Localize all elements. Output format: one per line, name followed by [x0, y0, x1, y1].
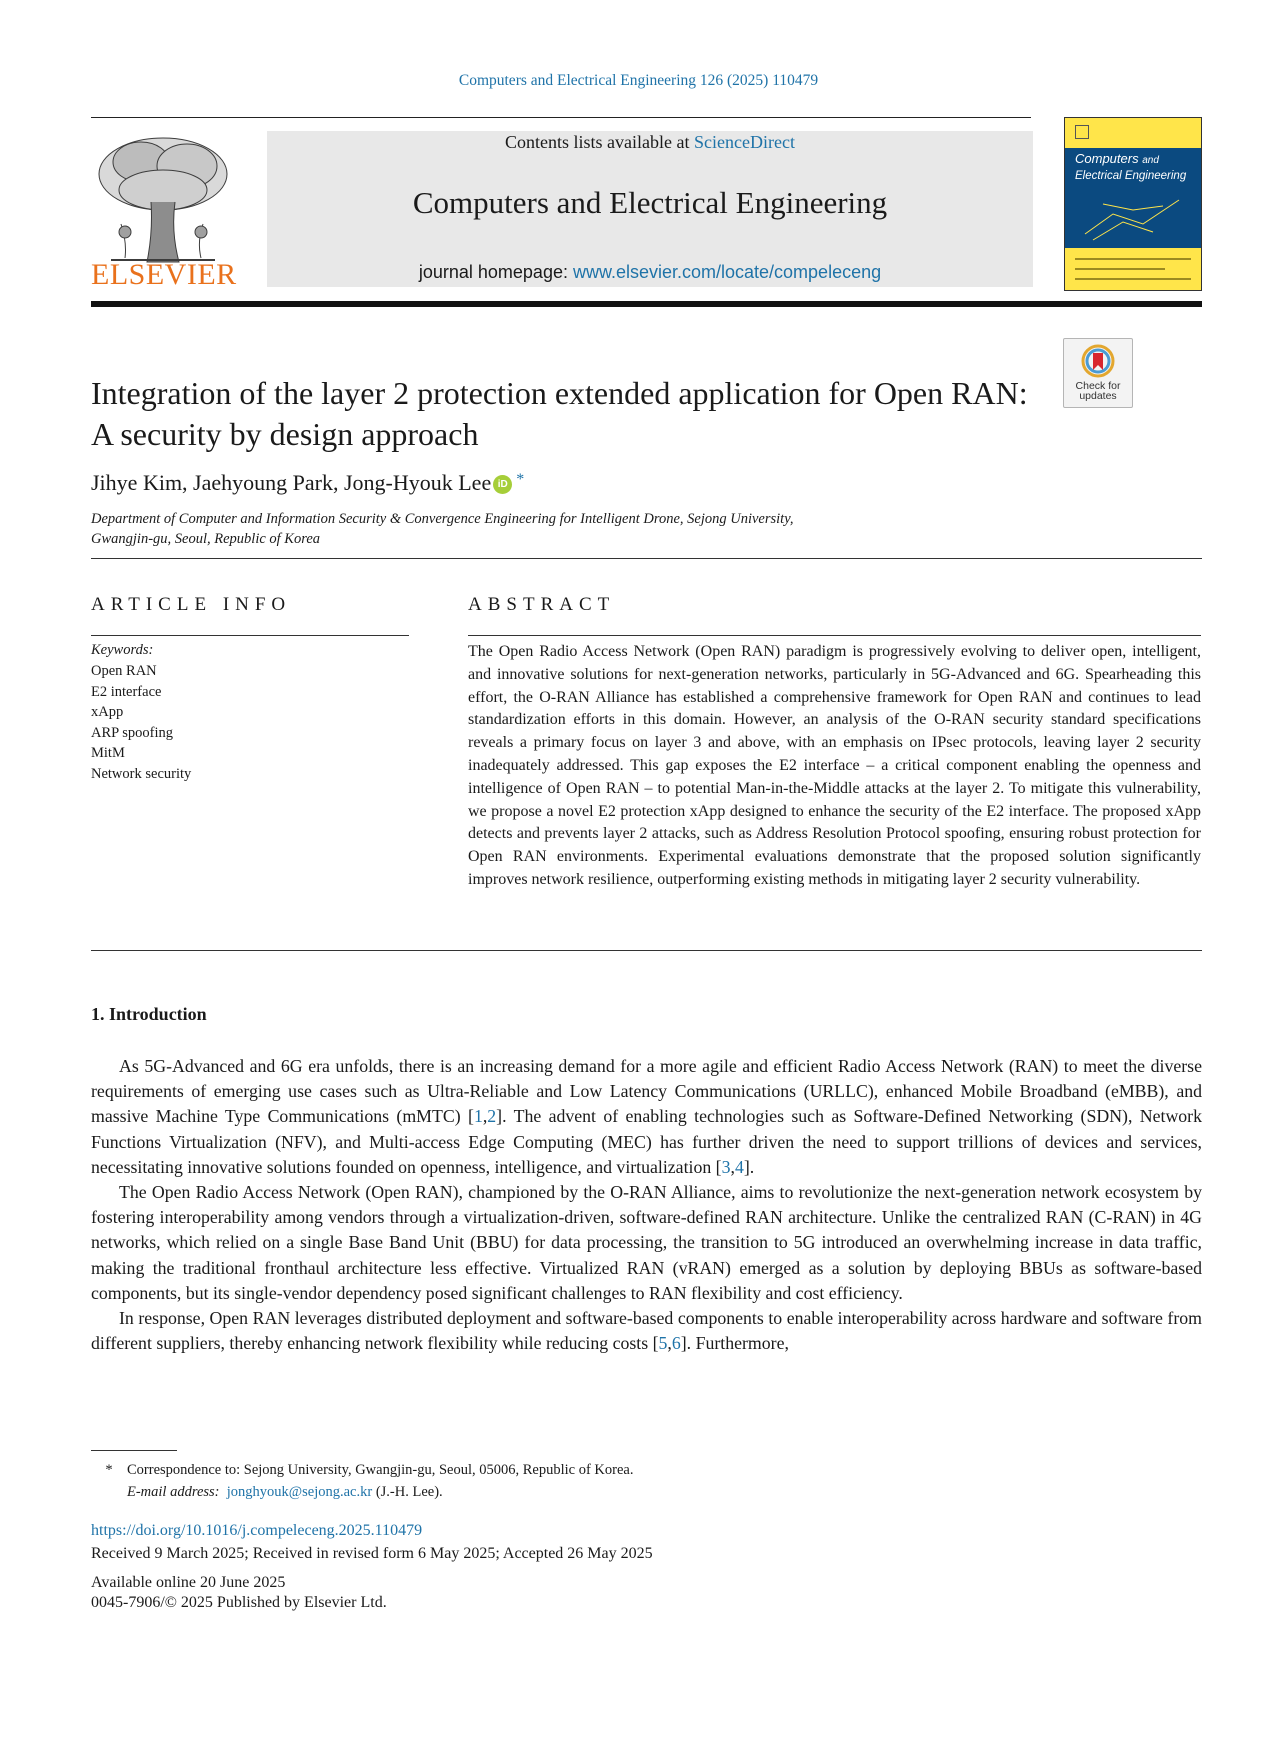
cover-text-line: [1075, 278, 1191, 280]
doi-link[interactable]: https://doi.org/10.1016/j.compeleceng.2025.110479: [91, 1522, 423, 1539]
keyword-item: MitM: [91, 745, 125, 761]
keyword-list: [91, 661, 191, 784]
reference-link[interactable]: 3: [721, 1156, 731, 1177]
homepage-link[interactable]: www.elsevier.com/locate/compeleceng: [572, 262, 882, 282]
keyword-item: Open RAN: [91, 663, 157, 679]
reference-link[interactable]: 4: [734, 1156, 744, 1177]
header-thick-rule: [91, 301, 1202, 307]
correspondence-note: * Correspondence to: Sejong University, Gwangjin-gu, Seoul, 05006, Republic of Korea.: [91, 1459, 1091, 1481]
footnote: [91, 1459, 1091, 1503]
header-rule: [91, 117, 1031, 118]
check-for-updates-label: Check for updates: [1075, 380, 1121, 402]
email-note: E-mail address: jonghyouk@sejong.ac.kr (J.-H. Lee).: [127, 1484, 443, 1500]
cover-circuit-graphic: [1083, 194, 1183, 242]
keyword-item: E2 interface: [91, 683, 162, 700]
contents-line: [267, 132, 1033, 153]
author-list: [91, 470, 524, 496]
title-block-rule: [91, 558, 1202, 559]
section-heading-introduction: 1. Introduction: [91, 1004, 207, 1024]
cover-publisher-mark: [1075, 125, 1089, 139]
article-info-heading: ARTICLE INFO: [91, 594, 292, 615]
reference-link[interactable]: 1: [473, 1106, 483, 1127]
journal-cover-image[interactable]: [1064, 117, 1202, 291]
paragraph: In response, Open RAN leverages distributed deployment and software-based components to enable interoperability across hardware and software from different suppliers, thereby enhancing network flexibility while reducing costs [5,6]. Furthermore,: [91, 1308, 1202, 1354]
bookmark-icon: [1081, 344, 1115, 378]
copyright-line: 0045-7906/© 2025 Published by Elsevier Ltd.: [91, 1594, 387, 1611]
footnote-rule: [91, 1450, 177, 1451]
paragraph: As 5G-Advanced and 6G era unfolds, there is an increasing demand for a more agile and efficient Radio Access Network (RAN) to meet the diverse requirements of emerging use cases such as Ultra-Reliable and Low Latency Communications (URLLC), enhanced Mobile Broadband (eMBB), and massive Machine Type Communications (mMTC) [1,2]. The advent of enabling technologies such as Software-Defined Networking (SDN), Network Functions Virtualization (NFV), and Multi-access Edge Computing (MEC) has further driven the need to support trillions of devices and services, necessitating innovative solutions founded on openness, intelligence, and virtualization [3,4].: [91, 1056, 1202, 1177]
received-dates: Received 9 March 2025; Received in revised form 6 May 2025; Accepted 26 May 2025: [91, 1545, 653, 1562]
journal-title: Computers and Electrical Engineering: [412, 185, 888, 220]
abstract-bottom-rule: [91, 950, 1202, 951]
available-online: Available online 20 June 2025: [91, 1574, 286, 1591]
cover-text-line: [1075, 258, 1191, 260]
keyword-item: xApp: [91, 704, 124, 720]
corresponding-author-mark[interactable]: *: [516, 471, 525, 488]
cover-title: Computers and Electrical Engineering: [1075, 151, 1187, 182]
keyword-item: ARP spoofing: [91, 724, 174, 741]
reference-link[interactable]: 2: [487, 1106, 497, 1127]
introduction-body: [91, 1054, 1202, 1356]
cover-top-band: [1065, 118, 1201, 144]
article-title: Integration of the layer 2 protection extended application for Open RAN: A security by design approach: [91, 375, 1028, 452]
abstract-rule: [468, 635, 1201, 636]
abstract-heading: ABSTRACT: [468, 594, 616, 615]
homepage-prefix: journal homepage:: [418, 262, 573, 282]
keywords-label: Keywords:: [91, 642, 154, 658]
email-label: E-mail address:: [127, 1484, 220, 1500]
author-names[interactable]: Jihye Kim, Jaehyoung Park, Jong-Hyouk Lee: [91, 470, 492, 495]
elsevier-wordmark: ELSEVIER: [91, 258, 237, 291]
abstract-text: The Open Radio Access Network (Open RAN) paradigm is progressively evolving to deliver open, intelligent, and innovative solutions for next-generation networks, particularly in 5G-Advanced and 6G. Spearheading this effort, the O-RAN Alliance has established a comprehensive framework for Open RAN and continues to lead standardization efforts in this domain. However, an analysis of the O-RAN security standard specifications reveals a primary focus on layer 3 and above, with an emphasis on IPsec protocols, leaving layer 2 security inadequately addressed. This gap exposes the E2 interface – a critical component enabling the openness and intelligence of Open RAN – to potential Man-in-the-Middle attacks at the layer 2. To mitigate this vulnerability, we propose a novel E2 protection xApp designed to enhance the security of the E2 interface. The proposed xApp detects and prevents layer 2 attacks, such as Address Resolution Protocol spoofing, ensuring robust protection for Open RAN environments. Experimental evaluations demonstrate that the proposed solution significantly improves network resilience, outperforming existing methods in mitigating layer 2 security vulnerability.: [468, 643, 1201, 888]
author-affiliation: Department of Computer and Information Security & Convergence Engineering for Intelligent Drone, Sejong University, Gwangjin-gu, Seoul, Republic of Korea: [91, 511, 794, 547]
journal-citation-link[interactable]: Computers and Electrical Engineering 126 (2025) 110479: [458, 72, 819, 89]
email-link[interactable]: jonghyouk@sejong.ac.kr: [226, 1484, 373, 1500]
footnote-mark: *: [105, 1462, 113, 1478]
paragraph: The Open Radio Access Network (Open RAN), championed by the O-RAN Alliance, aims to revolutionize the next-generation network ecosystem by fostering interoperability among vendors through a virtualization-driven, software-defined RAN architecture. Unlike the centralized RAN (C-RAN) in 4G networks, which relied on a single Base Band Unit (BBU) for data processing, the transition to 5G introduced an overwhelming increase in data traffic, making the traditional fronthaul architecture less effective. Virtualized RAN (vRAN) emerged as a solution by deploying BBUs as software-based components, but its single-vendor dependency posed significant challenges to RAN flexibility and cost efficiency.: [91, 1182, 1202, 1303]
sciencedirect-link[interactable]: ScienceDirect: [694, 132, 795, 152]
orcid-icon[interactable]: iD: [493, 475, 512, 494]
reference-link[interactable]: 5: [658, 1333, 668, 1354]
reference-link[interactable]: 6: [671, 1333, 681, 1354]
journal-homepage: [267, 262, 1033, 283]
article-info-rule: [91, 635, 409, 636]
keyword-item: Network security: [91, 765, 192, 782]
availability-info: [91, 1573, 387, 1613]
contents-prefix: Contents lists available at: [505, 132, 694, 152]
cover-text-line: [1075, 268, 1165, 270]
